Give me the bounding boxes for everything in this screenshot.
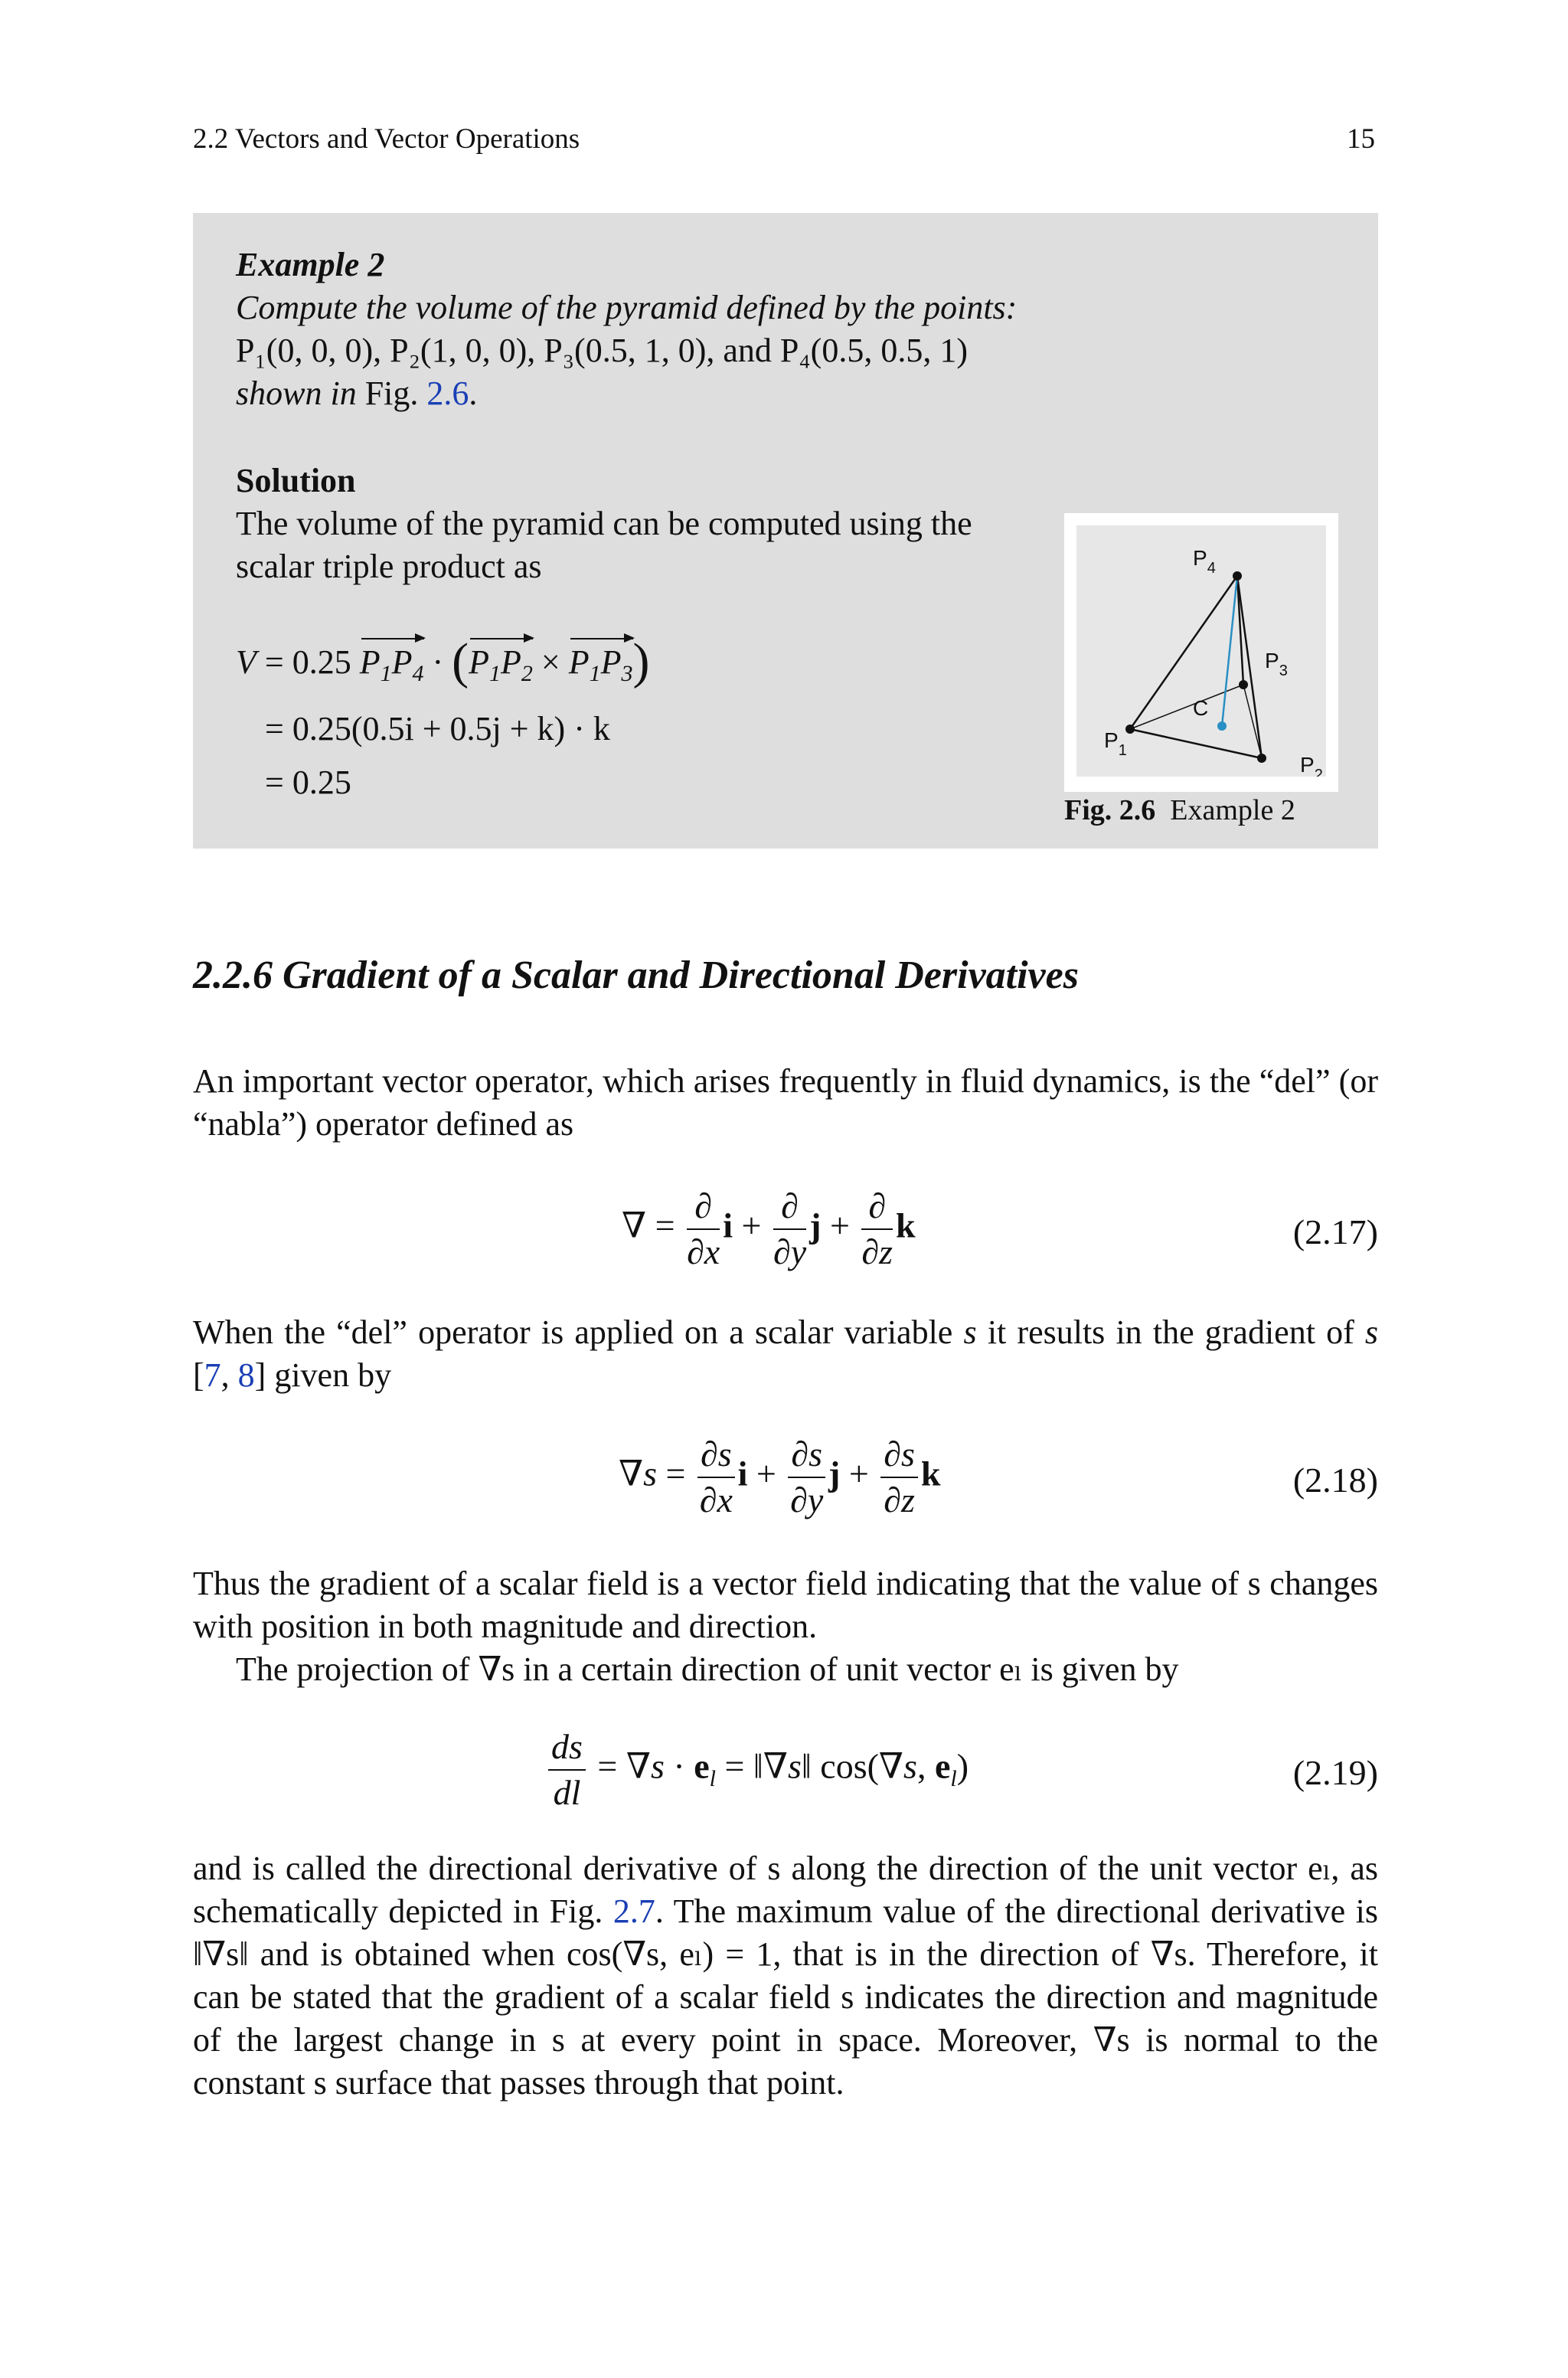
fig-ref-link[interactable]: 2.6	[426, 375, 469, 412]
edge-p1-p4	[1130, 576, 1237, 729]
example-points: P₁(0, 0, 0), P₂(1, 0, 0), P₃(0.5, 1, 0), and P₄(0.5, 0.5, 1)	[236, 332, 968, 369]
label-p1: $P_1$	[1104, 728, 1127, 759]
example-fig-word: Fig.	[364, 375, 419, 412]
paragraph-directional-derivative	[193, 1847, 1378, 2105]
equation-2-19	[193, 1725, 1378, 1824]
paragraph-gradient-b: it results in the gradient of	[987, 1313, 1354, 1351]
point-c	[1217, 721, 1227, 731]
edge-p4-p2	[1237, 576, 1262, 758]
running-head-section: 2.2 Vectors and Vector Operations	[193, 123, 580, 155]
equation-2-19-body: $\frac{ds}{dl}$ = $\nabla s \cdot e_l$ = ‖∇s‖ cos(∇s, $e_l$)	[545, 1725, 969, 1815]
example-statement	[236, 244, 1078, 415]
paragraph-dd-b: . The maximum value of the directional derivative is ‖∇s‖ and is obtained when cos(∇s, eₗ) = 1, that is in the direction of ∇s. Therefore, it can be stated that the gradient of a scalar field s indicates the direction and magnitude of the largest change in s at every point in space. Moreover, ∇s is normal to the constant s surface that passes through that point.	[193, 1892, 1378, 2102]
solution-block	[236, 460, 1001, 588]
edge-p1-p2	[1130, 729, 1262, 758]
point-p3	[1239, 680, 1248, 689]
paragraph-gradient-a: When the “del” operator is applied on a scalar variable	[193, 1313, 953, 1351]
paragraph-gradient: When the “del” operator is applied on a scalar variable s it results in the gradient of s [7, 8] given by	[193, 1313, 1379, 1394]
citation-7[interactable]: 7	[204, 1356, 221, 1394]
solution-title: Solution	[236, 462, 356, 499]
running-head	[193, 123, 1375, 161]
equation-2-18-body: ∇s = $\frac{\partial s}{\partial x}$ i + $\frac{\partial s}{\partial y}$ j + $\frac{\partial s}{\partial z}$ k	[619, 1432, 941, 1523]
paragraph-projection: The projection of ∇s in a certain direction of unit vector eₗ is given by	[236, 1650, 1179, 1688]
equation-2-17	[193, 1184, 1378, 1284]
equation-number-2-17: (2.17)	[1292, 1212, 1378, 1251]
figure-panel	[1076, 525, 1326, 777]
section-heading: 2.2.6 Gradient of a Scalar and Directional Derivatives	[193, 953, 1079, 997]
example-statement-line1: Compute the volume of the pyramid defined by the points:	[236, 289, 1018, 326]
solution-equation-line2: = 0.25(0.5i + 0.5j + k) · k	[265, 710, 610, 747]
figure-caption	[1064, 793, 1295, 827]
label-p4: $P_4$	[1193, 546, 1216, 577]
pyramid-diagram	[1076, 525, 1326, 777]
solution-equation-line1: V = 0.25 $P_1P_4 \cdot (P_1P_2 \times P_1P_3)$	[236, 633, 650, 689]
example-shown: shown in	[236, 375, 357, 412]
example-title: Example 2	[236, 246, 385, 283]
page-number: 15	[1347, 123, 1375, 155]
solution-equation-line3: = 0.25	[265, 764, 351, 801]
equation-2-17-body: ∇ = $\frac{\partial}{\partial x}$ i + $\frac{\partial}{\partial y}$ j + $\frac{\partial}{\partial z}$ k	[622, 1184, 916, 1274]
equation-2-18	[193, 1432, 1378, 1532]
paragraph-del-intro: An important vector operator, which arises frequently in fluid dynamics, is the “del” (or “nabla”) operator defined as	[193, 1062, 1378, 1143]
point-p1	[1125, 725, 1135, 734]
citation-8[interactable]: 8	[237, 1356, 255, 1394]
label-p3: $P_3$	[1265, 649, 1288, 679]
point-p4	[1233, 571, 1242, 581]
figure-2-6	[1064, 513, 1338, 792]
solution-text: The volume of the pyramid can be computed using the scalar triple product as	[236, 505, 972, 585]
figure-caption-label: Fig. 2.6	[1064, 794, 1156, 826]
equation-number-2-19: (2.19)	[1292, 1753, 1378, 1792]
paragraph-gradient-field: Thus the gradient of a scalar field is a vector field indicating that the value of s changes with position in both magnitude and direction.	[193, 1565, 1378, 1645]
paragraph-gradient-c: given by	[274, 1356, 392, 1394]
label-p2: $P_2$	[1300, 753, 1323, 777]
equation-number-2-18: (2.18)	[1292, 1460, 1378, 1500]
point-p2	[1257, 754, 1266, 763]
label-c: C	[1193, 696, 1209, 720]
example-shown-line: shown in Fig. 2.6.	[236, 375, 478, 412]
figure-caption-text: Example 2	[1170, 794, 1295, 826]
height-line	[1222, 576, 1237, 726]
paragraph-dd-a: and is called the directional derivative of s along the direction of the unit vector eₗ, as schematically depicted in Fig.	[193, 1850, 1378, 1930]
fig-2-7-link[interactable]: 2.7	[612, 1892, 655, 1930]
